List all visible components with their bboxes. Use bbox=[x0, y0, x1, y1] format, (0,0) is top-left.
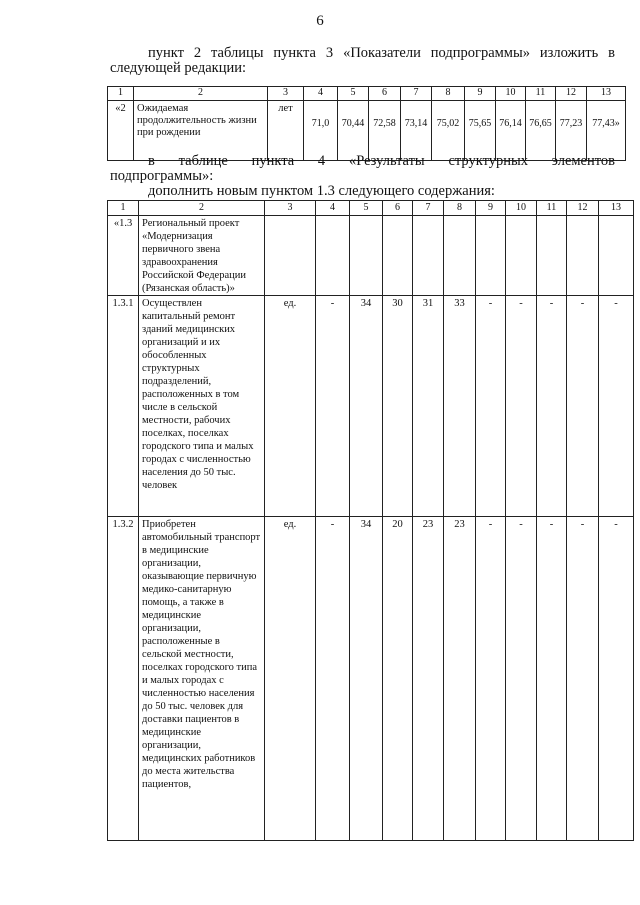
header-cell: 3 bbox=[265, 201, 316, 216]
value-cell: 72,58 bbox=[369, 101, 401, 161]
value-cell: - bbox=[476, 517, 506, 841]
value-cell: 73,14 bbox=[401, 101, 432, 161]
value-cell: - bbox=[316, 517, 350, 841]
value-cell bbox=[350, 216, 383, 296]
value-cell: 23 bbox=[444, 517, 476, 841]
header-cell: 12 bbox=[556, 87, 587, 101]
value-cell: 75,02 bbox=[432, 101, 465, 161]
value-cell: - bbox=[476, 296, 506, 517]
value-cell: 20 bbox=[383, 517, 413, 841]
row-index: 1.3.2 bbox=[108, 517, 139, 841]
value-cell: - bbox=[316, 296, 350, 517]
header-cell: 4 bbox=[316, 201, 350, 216]
row-index: «1.3 bbox=[108, 216, 139, 296]
row-label: Ожидаемая продолжительность жизни при рождении bbox=[134, 101, 268, 161]
table-row bbox=[108, 296, 634, 517]
header-cell: 3 bbox=[268, 87, 304, 101]
header-cell: 7 bbox=[413, 201, 444, 216]
value-cell: - bbox=[506, 296, 537, 517]
row-unit: ед. bbox=[265, 517, 316, 841]
header-cell: 8 bbox=[444, 201, 476, 216]
results-line-1: в таблице пункта 4 «Результаты структурных элементов bbox=[148, 153, 615, 169]
header-cell: 5 bbox=[338, 87, 369, 101]
table-header-row bbox=[108, 87, 626, 101]
value-cell: 77,43» bbox=[587, 101, 626, 161]
value-cell: 34 bbox=[350, 296, 383, 517]
header-cell: 6 bbox=[383, 201, 413, 216]
value-cell bbox=[476, 216, 506, 296]
row-unit bbox=[265, 216, 316, 296]
intro-line-1: пункт 2 таблицы пункта 3 «Показатели подпрограммы» изложить в bbox=[148, 45, 615, 61]
header-cell: 13 bbox=[587, 87, 626, 101]
header-cell: 7 bbox=[401, 87, 432, 101]
value-cell bbox=[599, 216, 634, 296]
value-cell: - bbox=[567, 296, 599, 517]
intro-paragraph bbox=[110, 46, 615, 76]
header-cell: 2 bbox=[139, 201, 265, 216]
header-cell: 4 bbox=[304, 87, 338, 101]
value-cell: - bbox=[599, 296, 634, 517]
header-cell: 11 bbox=[526, 87, 556, 101]
indicators-table bbox=[107, 86, 626, 161]
value-cell: - bbox=[506, 517, 537, 841]
value-cell: 70,44 bbox=[338, 101, 369, 161]
value-cell bbox=[444, 216, 476, 296]
value-cell: 71,0 bbox=[304, 101, 338, 161]
value-cell bbox=[567, 216, 599, 296]
header-cell: 10 bbox=[506, 201, 537, 216]
page-number: 6 bbox=[316, 13, 324, 29]
header-cell: 9 bbox=[465, 87, 496, 101]
value-cell: 76,14 bbox=[496, 101, 526, 161]
row-index: 1.3.1 bbox=[108, 296, 139, 517]
addition-paragraph: дополнить новым пунктом 1.3 следующего содержания: bbox=[148, 183, 495, 199]
value-cell: - bbox=[599, 517, 634, 841]
header-cell: 12 bbox=[567, 201, 599, 216]
intro-line-2: следующей редакции: bbox=[110, 60, 247, 76]
header-cell: 1 bbox=[108, 201, 139, 216]
value-cell: 77,23 bbox=[556, 101, 587, 161]
results-line-2: подпрограммы»: bbox=[110, 168, 214, 184]
value-cell: 34 bbox=[350, 517, 383, 841]
header-cell: 9 bbox=[476, 201, 506, 216]
value-cell: 31 bbox=[413, 296, 444, 517]
header-cell: 8 bbox=[432, 87, 465, 101]
row-text: Приобретен автомобильный транспорт в медицинские организации, оказывающие первичную медико-санитарную помощь, а также в медицинские организации, расположенные в сельской местности, поселках городского типа и малых городах с численностью населения до 50 тыс. человек для доставки пациентов в медицинские организации, медицинских работников до места жительства пациентов, bbox=[139, 517, 265, 841]
value-cell bbox=[316, 216, 350, 296]
row-index: «2 bbox=[108, 101, 134, 161]
header-cell: 2 bbox=[134, 87, 268, 101]
value-cell: 76,65 bbox=[526, 101, 556, 161]
value-cell: 75,65 bbox=[465, 101, 496, 161]
table-row bbox=[108, 216, 634, 296]
row-unit: лет bbox=[268, 101, 304, 161]
value-cell bbox=[506, 216, 537, 296]
row-text: Региональный проект «Модернизация первичного звена здравоохранения Российской Федерации (Рязанская область)» bbox=[139, 216, 265, 296]
header-cell: 10 bbox=[496, 87, 526, 101]
value-cell: 30 bbox=[383, 296, 413, 517]
value-cell: - bbox=[537, 296, 567, 517]
value-cell: - bbox=[537, 517, 567, 841]
value-cell: 33 bbox=[444, 296, 476, 517]
header-cell: 1 bbox=[108, 87, 134, 101]
value-cell bbox=[537, 216, 567, 296]
table-row bbox=[108, 517, 634, 841]
table-row bbox=[108, 101, 626, 161]
value-cell bbox=[383, 216, 413, 296]
value-cell: 23 bbox=[413, 517, 444, 841]
value-cell bbox=[413, 216, 444, 296]
header-cell: 11 bbox=[537, 201, 567, 216]
value-cell: - bbox=[567, 517, 599, 841]
header-cell: 6 bbox=[369, 87, 401, 101]
header-cell: 5 bbox=[350, 201, 383, 216]
results-paragraph bbox=[110, 154, 615, 184]
row-text: Осуществлен капитальный ремонт зданий медицинских организаций и их обособленных структурных подразделений, расположенных в том числе в сельской местности, рабочих поселках, поселках городского типа и малых городах с численностью населения до 50 тыс. человек bbox=[139, 296, 265, 517]
row-unit: ед. bbox=[265, 296, 316, 517]
results-table bbox=[107, 200, 634, 841]
header-cell: 13 bbox=[599, 201, 634, 216]
table-header-row bbox=[108, 201, 634, 216]
